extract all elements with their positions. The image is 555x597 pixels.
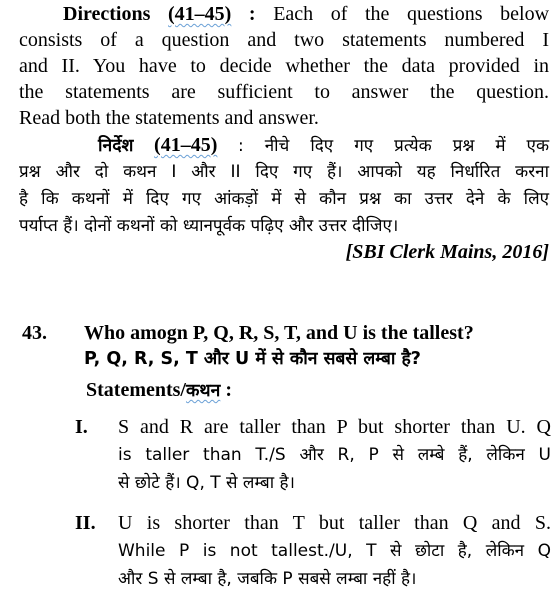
statement-1-line-3: से छोटे हैं। Q, T से लम्बा है। (118, 473, 295, 493)
source-citation: [SBI Clerk Mains, 2016] (345, 241, 549, 263)
directions-line-2: consists of a question and two statements numbered I (19, 29, 549, 51)
statements-label: Statements/कथन : (86, 379, 232, 401)
directions-line-5: Read both the statements and answer. (19, 107, 319, 129)
hindi-directions-line-1 (19, 133, 549, 158)
directions-range: (41–45) (168, 3, 232, 25)
hindi-directions-range: (41–45) (154, 134, 218, 156)
question-number: 43. (22, 322, 47, 344)
statement-2-line-3: और S से लम्बा है, जबकि P सबसे लम्बा नहीं है। (118, 569, 417, 589)
hindi-directions-line-4: पर्याप्त हैं। दोनों कथनों को ध्यानपूर्वक पढ़िए और उत्तर दीजिए। (19, 216, 399, 236)
question-text-hi: P, Q, R, S, T और U में से कौन सबसे लम्बा है? (84, 349, 421, 369)
directions-colon: : (248, 3, 256, 25)
statement-2-numeral: II. (75, 512, 96, 534)
statement-2-line-1: U is shorter than T but taller than Q and S. (118, 512, 551, 534)
statement-1-numeral: I. (75, 416, 88, 438)
directions-line-4: the statements are sufficient to answer the question. (19, 81, 549, 103)
question-text-en: Who amogn P, Q, R, S, T, and U is the tallest? (84, 322, 474, 344)
directions-text-1: Each of the questions below (273, 3, 550, 25)
statement-2-line-2: While P is not tallest./U, T से छोटा है, लेकिन Q (118, 541, 551, 561)
hindi-directions-line-2: प्रश्न और दो कथन I और II दिए गए हैं। आपको यह निर्धारित करना (19, 162, 549, 182)
hindi-directions-label: निर्देश (98, 136, 134, 156)
directions-line-1 (19, 2, 549, 26)
statement-1-line-1: S and R are taller than P but shorter than U. Q (118, 416, 551, 438)
directions-label: Directions (63, 3, 151, 25)
statement-1-line-2: is taller than T./S और R, P से लम्बे हैं, लेकिन U (118, 445, 551, 465)
directions-line-3: and II. You have to decide whether the data provided in (19, 55, 549, 77)
hindi-directions-line-3: है कि कथनों में दिए गए आंकड़ों में से कौन प्रश्न का उत्तर देने के लिए (19, 189, 549, 209)
hindi-directions-text-1: : नीचे दिए गए प्रत्येक प्रश्न में एक (237, 136, 550, 156)
